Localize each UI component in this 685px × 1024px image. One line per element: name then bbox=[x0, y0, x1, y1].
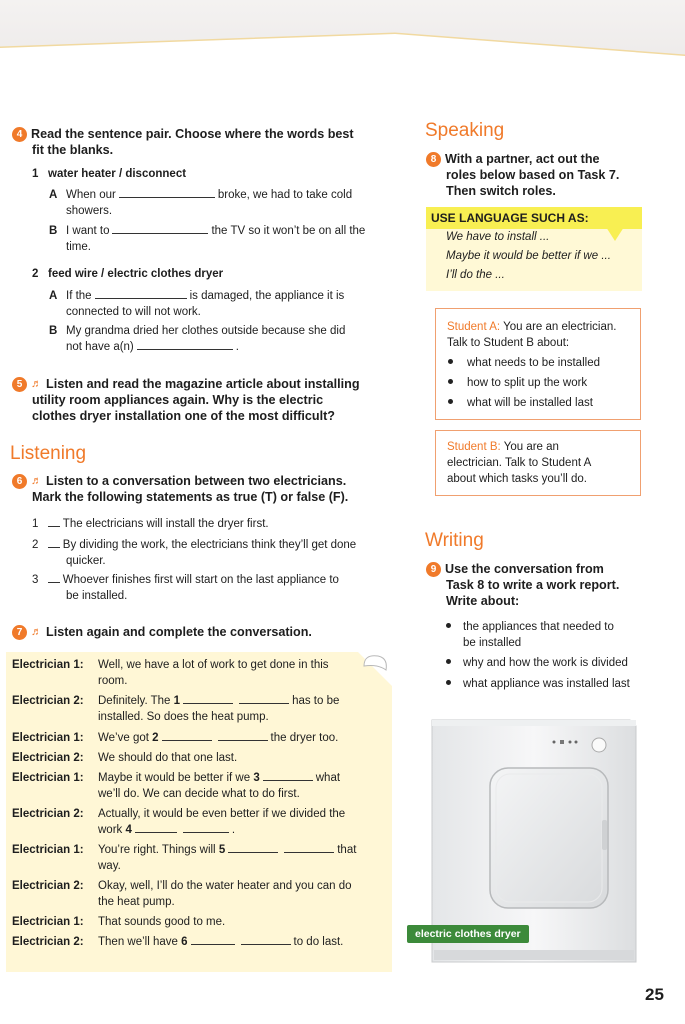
answer-blank[interactable] bbox=[218, 730, 268, 741]
image-caption-tag: electric clothes dryer bbox=[407, 925, 529, 943]
speech-line: We should do that one last. bbox=[98, 752, 238, 764]
answer-blank[interactable] bbox=[191, 934, 235, 945]
item-1-heading: 1 water heater / disconnect bbox=[32, 168, 187, 180]
writing-heading: Writing bbox=[425, 530, 484, 551]
speech-line: That sounds good to me. bbox=[98, 916, 226, 928]
speech-line: Definitely. The 1 has to be installed. So does the heat pump. bbox=[98, 695, 340, 723]
speech-line: Actually, it would be even better if we divided the work 4 . bbox=[98, 808, 346, 836]
speaker-label: Electrician 2: bbox=[12, 752, 84, 764]
speech-line: Well, we have a lot of work to get done in this room. bbox=[98, 659, 329, 687]
answer-blank[interactable] bbox=[183, 822, 229, 833]
tf-answer-blank[interactable] bbox=[48, 537, 60, 548]
speaker-label: Electrician 1: bbox=[12, 916, 84, 928]
writing-bullet: why and how the work is divided bbox=[446, 655, 676, 671]
item-2a-sentence: If the is damaged, the appliance it is connected to will not work. bbox=[66, 290, 345, 318]
speech-line: You’re right. Things will 5 that way. bbox=[98, 844, 357, 872]
speaker-label: Electrician 2: bbox=[12, 808, 84, 820]
speech-line: We’ve got 2 the dryer too. bbox=[98, 732, 339, 744]
speaker-label: Electrician 2: bbox=[12, 880, 84, 892]
item-1b-sentence: I want to the TV so it won’t be on all the time. bbox=[66, 225, 366, 253]
answer-blank[interactable] bbox=[119, 187, 215, 198]
task-9-title: 9 Use the conversation from Task 8 to write a work report. Write about: bbox=[426, 561, 676, 609]
tf-item-3: 3 Whoever finishes first will start on the last appliance to be installed. bbox=[32, 574, 339, 602]
answer-blank[interactable] bbox=[239, 693, 289, 704]
speech-pointer-icon bbox=[604, 227, 626, 243]
example-phrase: I’ll do the ... bbox=[446, 269, 505, 281]
speech-line: Then we’ll have 6 to do last. bbox=[98, 936, 344, 948]
use-language-header: USE LANGUAGE SUCH AS: bbox=[426, 207, 642, 229]
speaker-label: Electrician 1: bbox=[12, 732, 84, 744]
tf-answer-blank[interactable] bbox=[48, 572, 60, 583]
audio-icon[interactable]: ♬ bbox=[31, 475, 42, 487]
task-number-badge: 8 bbox=[426, 152, 441, 167]
item-2b-label: B bbox=[49, 325, 58, 337]
writing-bullet: the appliances that needed to be installed bbox=[446, 619, 676, 651]
audio-icon[interactable]: ♬ bbox=[31, 378, 42, 390]
speaking-heading: Speaking bbox=[425, 120, 505, 141]
writing-bullet: what appliance was installed last bbox=[446, 676, 676, 692]
task-5-title: 5 ♬ Listen and read the magazine article about installing utility room appliances again. Why is the electric clothes dryer installation one of the most difficult? bbox=[12, 376, 360, 424]
page-number: 25 bbox=[645, 985, 664, 1004]
speaker-label: Electrician 1: bbox=[12, 772, 84, 784]
answer-blank[interactable] bbox=[137, 339, 233, 350]
task-number-badge: 6 bbox=[12, 474, 27, 489]
answer-blank[interactable] bbox=[263, 770, 313, 781]
speaker-label: Electrician 2: bbox=[12, 936, 84, 948]
answer-blank[interactable] bbox=[241, 934, 291, 945]
student-a-intro: Student A: You are an electrician. Talk to Student B about: bbox=[447, 321, 617, 349]
item-1a-sentence: When our broke, we had to take cold showers. bbox=[66, 189, 353, 217]
speech-line: Okay, well, I’ll do the water heater and you can do the heat pump. bbox=[98, 880, 352, 908]
answer-blank[interactable] bbox=[228, 842, 278, 853]
tf-item-2: 2 By dividing the work, the electricians think they’ll get done quicker. bbox=[32, 539, 357, 567]
tf-item-1: 1 The electricians will install the dryer first. bbox=[32, 518, 269, 530]
item-1a-label: A bbox=[49, 189, 58, 201]
tf-answer-blank[interactable] bbox=[48, 516, 60, 527]
audio-icon[interactable]: ♬ bbox=[31, 626, 42, 638]
student-a-card bbox=[435, 308, 641, 420]
student-b-intro: Student B: You are an electrician. Talk to Student A about which tasks you’ll do. bbox=[447, 441, 592, 485]
task-7-title: 7 ♬ Listen again and complete the conversation. bbox=[12, 624, 312, 640]
answer-blank[interactable] bbox=[284, 842, 334, 853]
task-number-badge: 4 bbox=[12, 127, 27, 142]
answer-blank[interactable] bbox=[183, 693, 233, 704]
speaker-label: Electrician 1: bbox=[12, 659, 84, 671]
item-2a-label: A bbox=[49, 290, 58, 302]
task-4-title: 4 Read the sentence pair. Choose where the words best fit the blanks. bbox=[12, 126, 354, 158]
task-number-badge: 5 bbox=[12, 377, 27, 392]
example-phrase: Maybe it would be better if we ... bbox=[446, 250, 611, 262]
speech-line: Maybe it would be better if we 3 what we’ll do. We can decide what to do first. bbox=[98, 772, 341, 800]
header-decoration bbox=[0, 0, 685, 80]
speaker-label: Electrician 1: bbox=[12, 844, 84, 856]
header-band bbox=[0, 0, 685, 78]
item-1b-label: B bbox=[49, 225, 58, 237]
student-a-bullet: what needs to be installed bbox=[448, 357, 600, 369]
speaker-label: Electrician 2: bbox=[12, 695, 84, 707]
answer-blank[interactable] bbox=[162, 730, 212, 741]
task-number-badge: 7 bbox=[12, 625, 27, 640]
item-2-heading: 2 feed wire / electric clothes dryer bbox=[32, 268, 224, 280]
task-8-title: 8 With a partner, act out the roles below based on Task 7. Then switch roles. bbox=[426, 151, 676, 199]
use-language-box bbox=[426, 207, 642, 291]
student-a-bullet: what will be installed last bbox=[448, 397, 593, 409]
student-a-bullet: how to split up the work bbox=[448, 377, 587, 389]
answer-blank[interactable] bbox=[112, 223, 208, 234]
listening-heading: Listening bbox=[10, 443, 87, 464]
task-6-title: 6 ♬ Listen to a conversation between two electricians. Mark the following statements as true (T) or false (F). bbox=[12, 473, 348, 505]
student-b-card bbox=[435, 430, 641, 496]
task-number-badge: 9 bbox=[426, 562, 441, 577]
example-phrase: We have to install ... bbox=[446, 231, 550, 243]
conversation-box bbox=[6, 652, 392, 972]
item-2b-sentence: My grandma dried her clothes outside because she did not have a(n) . bbox=[66, 325, 346, 353]
answer-blank[interactable] bbox=[135, 822, 177, 833]
answer-blank[interactable] bbox=[95, 288, 187, 299]
